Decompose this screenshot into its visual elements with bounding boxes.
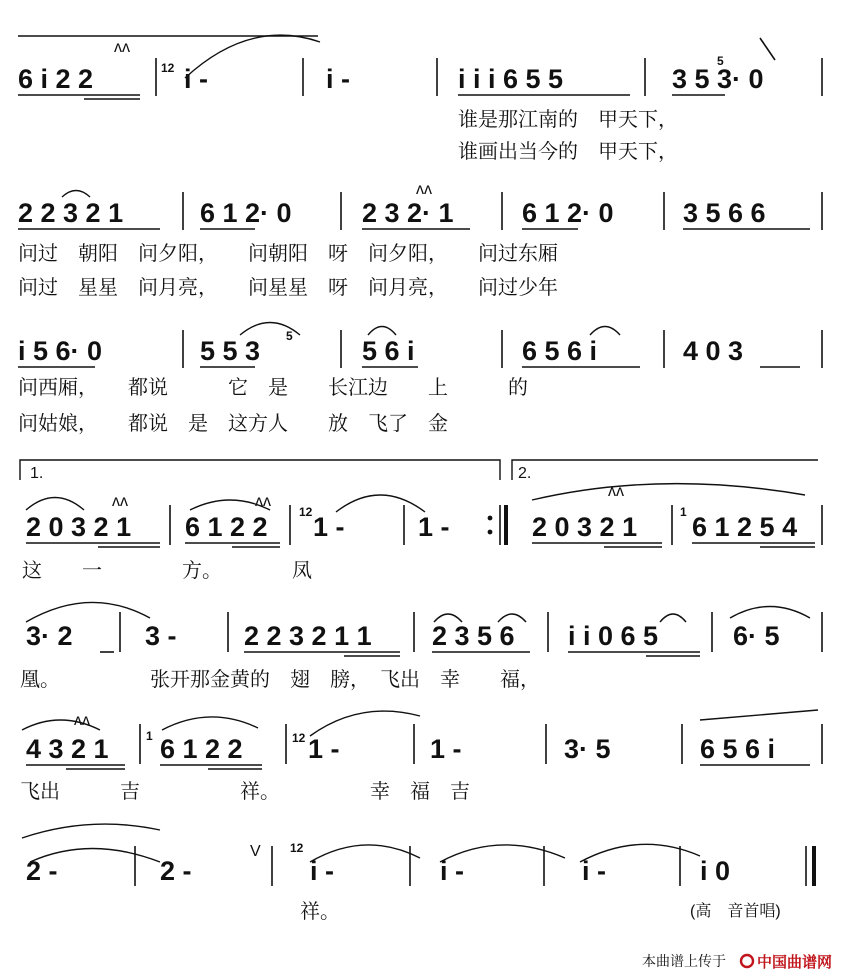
measure-20-notes: 2 0 3 2 1 (532, 512, 638, 542)
slur (62, 191, 90, 198)
slur (730, 607, 810, 619)
measure-30-notes: 1 - (308, 734, 340, 764)
slur (590, 327, 620, 336)
grace-note: 1 (146, 729, 153, 743)
lyric-line-1: 问过 朝阳 问夕阳， 问朝阳 呀 问夕阳， 问过东厢 (18, 241, 558, 265)
underlines (26, 765, 810, 769)
measure-37-notes: i - (440, 856, 464, 886)
slur (368, 327, 396, 336)
measure-1-notes: 6 i 2 2 (18, 64, 94, 94)
ending-label-1: 1. (30, 465, 44, 482)
slur (532, 484, 805, 500)
measure-39-notes: i 0 (700, 856, 731, 886)
measure-10-notes: 3 5 6 6 (683, 198, 766, 228)
measure-19-notes: 1 - (418, 512, 450, 542)
system-4 (20, 460, 822, 582)
measure-4-notes: i i i 6 5 5 (458, 64, 564, 94)
measure-15-notes: 4 0 3 (683, 336, 744, 366)
slur (310, 711, 420, 736)
measure-21-notes: 6 1 2 5 4 (692, 512, 798, 542)
breath-mark: V (250, 843, 261, 860)
site-logo-icon (741, 955, 753, 967)
lyric-line-1: 谁是那江南的 甲天下， (458, 107, 678, 131)
system-2 (18, 181, 822, 299)
tie-line (22, 824, 160, 838)
measure-33-notes: 6 5 6 i (700, 734, 776, 764)
lyric-line-2: 问姑娘， 都说 是 这方人 放 飞了 金 (18, 411, 448, 435)
mordent-mark: ᴧᴧ (255, 493, 271, 510)
repeat-dot (488, 516, 493, 521)
grace-note: 5 (286, 329, 293, 343)
measure-2-notes: i - (184, 64, 208, 94)
ending-bracket-1 (20, 460, 500, 480)
underlines (18, 95, 725, 99)
lyric-line-1: 飞出 吉 祥。 幸 福 吉 (20, 779, 470, 803)
lyric-line-1: 凰。 张开那金黄的 翅 膀， 飞出 幸 福， (20, 667, 540, 691)
measure-29-notes: 6 1 2 2 (160, 734, 243, 764)
system-1 (18, 35, 822, 163)
measure-34-notes: 2 - (26, 856, 58, 886)
slur (336, 495, 425, 512)
measure-6-notes: 2 2 3 2 1 (18, 198, 124, 228)
measure-5-notes: 3 5 3· 0 (672, 64, 764, 94)
measure-3-notes: i - (326, 64, 350, 94)
measure-38-notes: i - (582, 856, 606, 886)
measure-23-notes: 3 - (145, 621, 177, 651)
lyric-line-1: 这 一 方。 凤 (22, 558, 312, 582)
grace-note: 12 (290, 841, 304, 855)
accent-mark (760, 38, 775, 60)
measure-8-notes: 2 3 2· 1 (362, 198, 454, 228)
measure-35-notes: 2 - (160, 856, 192, 886)
measure-24-notes: 2 2 3 2 1 1 (244, 621, 372, 651)
lyric-line-1: 问西厢， 都说 它 是 长江边 上 的 (18, 375, 528, 399)
measure-36-notes: i - (310, 856, 334, 886)
measure-31-notes: 1 - (430, 734, 462, 764)
credit-text: 本曲谱上传于 (642, 954, 726, 970)
measure-14-notes: 6 5 6 i (522, 336, 598, 366)
measure-25-notes: 2 3 5 6 (432, 621, 515, 651)
tie-line (700, 710, 818, 720)
mordent-mark: ᴧᴧ (416, 181, 432, 198)
lyric-line-1: 祥。 (300, 899, 340, 923)
ending-bracket-2 (512, 460, 818, 480)
measure-27-notes: 6· 5 (733, 621, 780, 651)
measure-11-notes: i 5 6· 0 (18, 336, 103, 366)
grace-note: 12 (299, 505, 313, 519)
ending-label-2: 2. (518, 465, 532, 482)
measure-7-notes: 6 1 2· 0 (200, 198, 292, 228)
underlines (26, 543, 815, 547)
measure-13-notes: 5 6 i (362, 336, 415, 366)
grace-note: 5 (717, 54, 724, 68)
system-6 (20, 710, 822, 803)
credit-site: 中国曲谱网 (757, 953, 833, 971)
lyric-line-2: 问过 星星 问月亮， 问星星 呀 问月亮， 问过少年 (18, 275, 558, 299)
system-7 (22, 824, 814, 923)
grace-note: 12 (292, 731, 306, 745)
mordent-mark: ᴧᴧ (74, 712, 90, 729)
system-3 (18, 323, 822, 436)
lyric-line-2: 谁画出当今的 甲天下， (458, 139, 678, 163)
measure-28-notes: 4 3 2 1 (26, 734, 109, 764)
slur (660, 614, 686, 622)
slur (162, 717, 258, 730)
mordent-mark: ᴧᴧ (112, 493, 128, 510)
measure-16-notes: 2 0 3 2 1 (26, 512, 132, 542)
measure-12-notes: 5 5 3 (200, 336, 261, 366)
mordent-mark: ᴧᴧ (608, 483, 624, 500)
measure-32-notes: 3· 5 (564, 734, 611, 764)
performer-note: (高 音首唱) (690, 903, 781, 920)
underlines (100, 652, 700, 656)
slur (26, 498, 84, 511)
slur (26, 602, 150, 622)
measure-22-notes: 3· 2 (26, 621, 73, 651)
measure-18-notes: 1 - (313, 512, 345, 542)
grace-note: 1 (680, 505, 687, 519)
measure-26-notes: i i 0 6 5 (568, 621, 659, 651)
grace-note: 12 (161, 61, 175, 75)
upload-credit (642, 953, 832, 971)
system-5 (20, 602, 822, 691)
measure-17-notes: 6 1 2 2 (185, 512, 268, 542)
mordent-mark: ᴧᴧ (114, 39, 130, 56)
measure-9-notes: 6 1 2· 0 (522, 198, 614, 228)
repeat-dot (488, 530, 493, 535)
